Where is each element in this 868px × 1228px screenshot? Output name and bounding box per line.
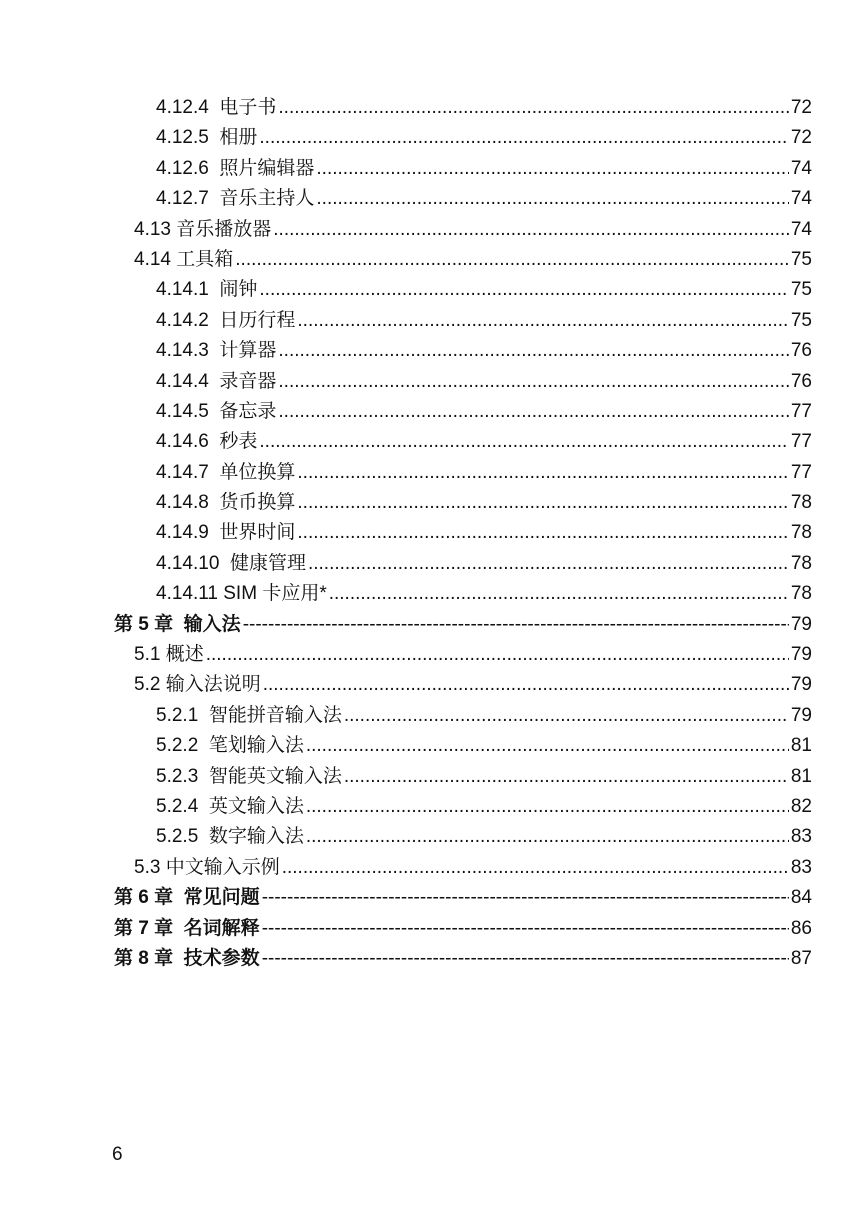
toc-leader	[278, 397, 788, 427]
toc-entry[interactable]	[0, 458, 868, 488]
toc-leader	[306, 792, 789, 822]
table-of-contents	[0, 93, 868, 974]
toc-entry[interactable]	[0, 731, 868, 761]
toc-entry-page: 87	[790, 947, 812, 969]
toc-entry[interactable]	[0, 275, 868, 305]
toc-leader	[329, 579, 789, 609]
toc-entry-page: 77	[790, 461, 812, 483]
toc-entry[interactable]	[0, 397, 868, 427]
toc-entry-page: 78	[790, 583, 812, 605]
toc-entry[interactable]	[0, 306, 868, 336]
toc-entry-title: 4.12.7 音乐主持人	[156, 188, 315, 210]
toc-entry[interactable]	[0, 792, 868, 822]
toc-entry[interactable]	[0, 640, 868, 670]
toc-entry[interactable]	[0, 610, 868, 640]
toc-entry-page: 77	[790, 400, 812, 422]
toc-entry-page: 79	[790, 644, 812, 666]
toc-entry-page: 72	[790, 127, 812, 149]
toc-entry[interactable]	[0, 93, 868, 123]
toc-entry-page: 84	[790, 887, 812, 909]
toc-entry-title: 4.14.6 秒表	[156, 431, 258, 453]
toc-entry[interactable]	[0, 944, 868, 974]
toc-entry-title: 4.14.1 闹钟	[156, 279, 258, 301]
toc-entry[interactable]	[0, 427, 868, 457]
toc-entry-page: 83	[790, 826, 812, 848]
toc-entry-page: 79	[790, 613, 812, 635]
toc-entry[interactable]	[0, 853, 868, 883]
toc-entry-title: 4.12.4 电子书	[156, 97, 277, 118]
toc-entry-page: 74	[790, 218, 812, 240]
toc-entry-title: 4.12.5 相册	[156, 127, 258, 149]
toc-entry-page: 82	[790, 795, 812, 817]
toc-entry-page: 75	[790, 279, 812, 301]
toc-entry[interactable]	[0, 579, 868, 609]
toc-entry-page: 75	[790, 309, 812, 331]
toc-entry-title: 第 5 章 输入法	[114, 613, 241, 635]
toc-leader	[273, 215, 789, 245]
toc-entry-title: 5.2.2 笔划输入法	[156, 735, 304, 757]
toc-entry[interactable]	[0, 701, 868, 731]
toc-leader	[278, 367, 788, 397]
toc-entry[interactable]	[0, 154, 868, 184]
toc-entry-title: 4.14.11 SIM 卡应用*	[156, 583, 327, 605]
toc-entry-title: 第 6 章 常见问题	[114, 887, 260, 909]
toc-entry-page: 78	[790, 522, 812, 544]
toc-entry-page: 74	[790, 188, 812, 210]
toc-entry-title: 5.3 中文输入示例	[134, 856, 280, 878]
toc-entry-title: 4.13 音乐播放器	[134, 218, 272, 240]
toc-entry-title: 第 8 章 技术参数	[114, 947, 260, 969]
toc-leader	[297, 488, 788, 518]
toc-leader	[278, 336, 788, 366]
toc-entry-title: 5.2.3 智能英文输入法	[156, 765, 342, 787]
toc-entry-title: 4.14.5 备忘录	[156, 400, 277, 422]
toc-entry-title: 4.14.4 录音器	[156, 370, 277, 392]
toc-entry-title: 4.14.9 世界时间	[156, 522, 296, 544]
toc-leader	[206, 640, 789, 670]
toc-entry-page: 75	[790, 248, 812, 270]
toc-entry-title: 4.14.10 健康管理	[156, 552, 306, 574]
toc-leader	[344, 762, 789, 792]
page-number: 6	[112, 1144, 123, 1165]
toc-entry-page: 81	[790, 735, 812, 757]
toc-entry-title: 5.2.1 智能拼音输入法	[156, 704, 342, 726]
toc-entry-title: 4.14.7 单位换算	[156, 461, 296, 483]
toc-leader	[259, 275, 788, 305]
toc-entry-title: 4.12.6 照片编辑器	[156, 157, 315, 179]
toc-leader	[259, 427, 788, 457]
toc-leader	[282, 853, 789, 883]
toc-entry-page: 76	[790, 340, 812, 362]
toc-entry-page: 79	[790, 674, 812, 696]
toc-entry[interactable]	[0, 245, 868, 275]
toc-leader	[235, 245, 789, 275]
toc-leader	[243, 610, 789, 640]
toc-leader	[316, 154, 788, 184]
toc-entry[interactable]	[0, 670, 868, 700]
toc-leader	[297, 458, 788, 488]
toc-entry-title: 5.2.4 英文输入法	[156, 795, 304, 817]
toc-entry-page: 77	[790, 431, 812, 453]
toc-entry-page: 83	[790, 856, 812, 878]
toc-entry-title: 第 7 章 名词解释	[114, 917, 260, 939]
toc-entry[interactable]	[0, 215, 868, 245]
toc-entry-title: 5.2 输入法说明	[134, 674, 261, 696]
toc-leader	[262, 883, 789, 913]
toc-entry-page: 79	[790, 704, 812, 726]
toc-leader	[278, 93, 788, 123]
toc-entry-title: 5.1 概述	[134, 644, 204, 666]
toc-entry-title: 4.14 工具箱	[134, 248, 234, 270]
toc-entry[interactable]	[0, 367, 868, 397]
toc-leader	[316, 184, 788, 214]
toc-entry[interactable]	[0, 184, 868, 214]
toc-entry[interactable]	[0, 914, 868, 944]
toc-leader	[262, 914, 789, 944]
toc-entry-title: 4.14.8 货币换算	[156, 492, 296, 514]
toc-entry-page: 81	[790, 765, 812, 787]
toc-entry-page: 86	[790, 917, 812, 939]
toc-entry-page: 72	[790, 97, 812, 118]
toc-entry[interactable]	[0, 549, 868, 579]
toc-entry[interactable]	[0, 123, 868, 153]
toc-entry-page: 78	[790, 552, 812, 574]
toc-entry-page: 76	[790, 370, 812, 392]
toc-entry-title: 4.14.3 计算器	[156, 340, 277, 362]
toc-entry[interactable]	[0, 488, 868, 518]
toc-entry[interactable]	[0, 822, 868, 852]
toc-leader	[306, 731, 789, 761]
toc-leader	[259, 123, 788, 153]
toc-entry[interactable]	[0, 336, 868, 366]
toc-entry[interactable]	[0, 518, 868, 548]
toc-entry[interactable]	[0, 762, 868, 792]
toc-entry-title: 4.14.2 日历行程	[156, 309, 296, 331]
toc-entry-page: 78	[790, 492, 812, 514]
toc-leader	[306, 822, 789, 852]
toc-leader	[344, 701, 789, 731]
toc-entry-title: 5.2.5 数字输入法	[156, 826, 304, 848]
toc-leader	[297, 306, 788, 336]
toc-leader	[263, 670, 789, 700]
toc-leader	[297, 518, 788, 548]
toc-leader	[262, 944, 789, 974]
toc-leader	[308, 549, 789, 579]
toc-entry-page: 74	[790, 157, 812, 179]
toc-entry[interactable]	[0, 883, 868, 913]
